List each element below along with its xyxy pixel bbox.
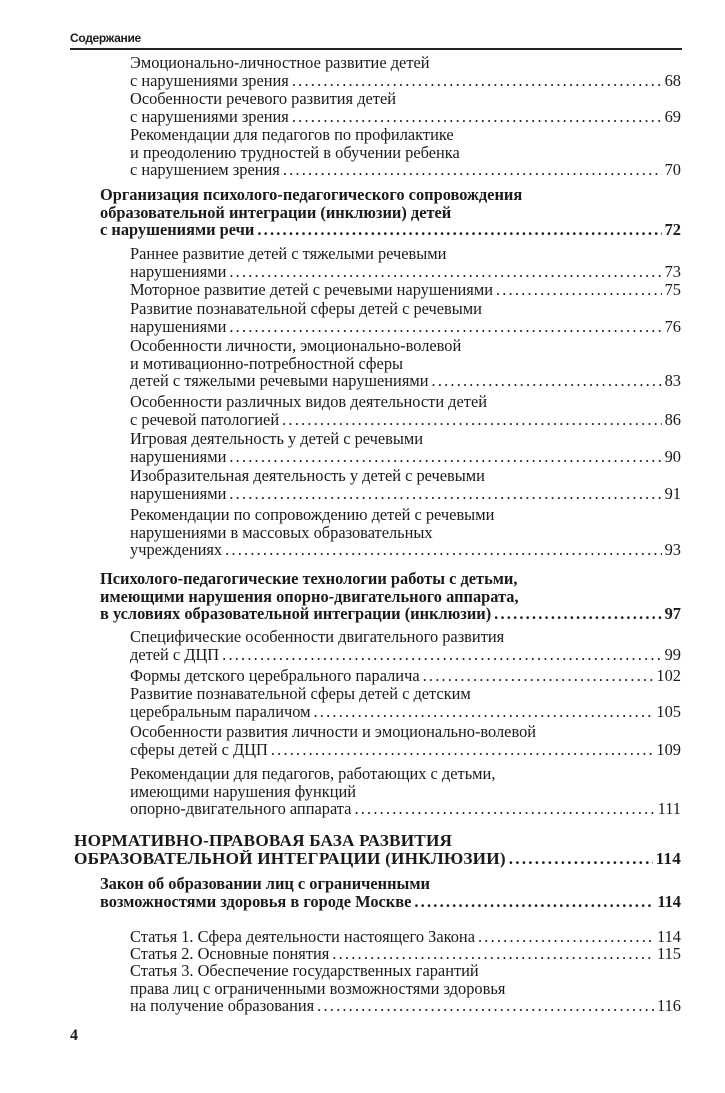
toc-entry-last-line: [130, 161, 681, 179]
toc-entry-last-line: [130, 945, 681, 963]
toc-entry-page: 76: [664, 317, 681, 336]
toc-entry-text: Специфические особенности двигательного развития: [130, 628, 505, 646]
leader-dots: [292, 72, 662, 90]
toc-entry-last-line: [130, 646, 681, 664]
leader-dots: [354, 800, 654, 818]
toc-entry-page: 73: [664, 262, 681, 281]
page-number: 4: [70, 1027, 78, 1044]
toc-entry-page: 86: [664, 410, 681, 429]
toc-entry-text: Статья 2. Основные понятия: [130, 945, 330, 963]
toc-entry-last-line: [130, 372, 681, 390]
toc-entry-last-line: [130, 485, 681, 503]
toc-entry-text: возможностями здоровья в городе Москве: [100, 892, 412, 911]
toc-entry-page: 109: [656, 740, 681, 759]
toc-entry-page: 90: [664, 447, 681, 466]
toc-entry-text: Особенности различных видов деятельности детей: [130, 393, 488, 411]
toc-entry-last-line: [130, 448, 681, 466]
toc-entry-page: 75: [664, 281, 681, 299]
leader-dots: [283, 161, 662, 179]
toc-entry-text: Раннее развитие детей с тяжелыми речевыми: [130, 245, 447, 263]
toc-entry-page: 72: [664, 221, 681, 240]
toc-entry-text: Развитие познавательной сферы детей с детским: [130, 685, 471, 703]
leader-dots: [494, 605, 661, 623]
toc-entry-text: нарушениями в массовых образовательных: [130, 523, 433, 542]
leader-dots: [423, 667, 654, 685]
toc-entry-page: 114: [657, 892, 681, 911]
toc-entry-text: права лиц с ограниченными возможностями здоровья: [130, 979, 506, 998]
toc-entry-text: Игровая деятельность у детей с речевыми: [130, 430, 424, 448]
leader-dots: [414, 893, 654, 911]
toc-entry-text: Организация психолого-педагогического сопровождения: [100, 186, 523, 204]
toc-entry-text: имеющими нарушения опорно-двигательного аппарата,: [100, 587, 519, 606]
leader-dots: [229, 318, 661, 336]
toc-entry-text: с нарушением зрения: [130, 161, 280, 180]
toc-entry-text: Закон об образовании лиц с ограниченными: [100, 875, 430, 893]
toc-entry-text: Развитие познавательной сферы детей с речевыми: [130, 300, 482, 318]
toc-entry-page: 97: [664, 605, 681, 624]
toc-entry-text: церебральным параличом: [130, 702, 311, 721]
toc-entry-text: Психолого-педагогические технологии работы с детьми,: [100, 570, 518, 588]
running-header-title: Содержание: [70, 31, 141, 45]
toc-entry-last-line: [130, 667, 681, 685]
toc-entry-text: имеющими нарушения функций: [130, 782, 357, 801]
running-header: [70, 28, 682, 50]
toc-entry-page: 116: [657, 997, 681, 1016]
leader-dots: [509, 850, 653, 868]
toc-entry-text: детей с тяжелыми речевыми нарушениями: [130, 372, 429, 391]
toc-entry-text: сферы детей с ДЦП: [130, 740, 268, 759]
leader-dots: [432, 372, 662, 390]
leader-dots: [332, 945, 654, 963]
toc-entry-page: 83: [664, 372, 681, 391]
leader-dots: [229, 263, 661, 281]
toc-entry-page: 114: [655, 849, 681, 868]
toc-entry-last-line: [130, 281, 681, 299]
toc-entry-page: 114: [657, 928, 681, 946]
toc-entry-text: и преодолению трудностей в обучении ребенка: [130, 143, 460, 162]
toc-entry-text: Особенности личности, эмоционально-волевой: [130, 337, 462, 355]
toc-entry-last-line: [130, 411, 681, 429]
toc-entry-page: 93: [664, 541, 681, 560]
toc-entry-text: детей с ДЦП: [130, 645, 220, 664]
toc-entry-text: на получение образования: [130, 997, 315, 1016]
leader-dots: [317, 997, 654, 1015]
leader-dots: [271, 741, 654, 759]
toc-entry-text: Рекомендации для педагогов, работающих с детьми,: [130, 765, 496, 783]
toc-entry-last-line: [130, 541, 681, 559]
toc-entry-text: с речевой патологией: [130, 410, 280, 429]
toc-entry-text: с нарушениями зрения: [130, 71, 289, 90]
toc-entry-text: нарушениями: [130, 484, 227, 503]
leader-dots: [229, 448, 661, 466]
leader-dots: [292, 108, 662, 126]
toc-entry-text: Эмоционально-личностное развитие детей: [130, 54, 430, 72]
leader-dots: [225, 541, 661, 559]
toc-entry-text: Изобразительная деятельность у детей с речевыми: [130, 467, 485, 485]
toc-entry-text: Особенности развития личности и эмоционально-волевой: [130, 723, 537, 741]
toc-entry-text: с нарушениями зрения: [130, 107, 289, 126]
toc-entry-last-line: [130, 800, 681, 818]
toc-entry-page: 68: [664, 71, 681, 90]
leader-dots: [478, 928, 654, 946]
toc-entry-text: Статья 1. Сфера деятельности настоящего Закона: [130, 928, 475, 946]
toc-entry-text: образовательной интеграции (инклюзии) детей: [100, 203, 452, 222]
toc-entry-text: Статья 3. Обеспечение государственных гарантий: [130, 962, 479, 980]
toc-entry-text: учреждениях: [130, 541, 223, 560]
toc-entry-text: Моторное развитие детей с речевыми нарушениями: [130, 281, 493, 299]
toc-entry-page: 105: [656, 702, 681, 721]
toc-entry-last-line: [130, 741, 681, 759]
toc-entry-last-line: [130, 318, 681, 336]
toc-entry-page: 102: [656, 667, 681, 685]
toc-entry-text: опорно-двигательного аппарата: [130, 800, 352, 819]
toc-entry-text: и мотивационно-потребностной сферы: [130, 354, 404, 373]
toc-entry-text: Формы детского церебрального паралича: [130, 667, 420, 685]
toc-entry-page: 91: [664, 484, 681, 503]
toc-entry-last-line: [100, 605, 681, 623]
toc-entry-text: Рекомендации для педагогов по профилактике: [130, 126, 454, 144]
toc-entry-text: нарушениями: [130, 447, 227, 466]
toc-entry-text: ОБРАЗОВАТЕЛЬНОЙ ИНТЕГРАЦИИ (ИНКЛЮЗИИ): [74, 849, 506, 868]
toc-entry-page: 111: [657, 800, 681, 819]
toc-entry-last-line: [130, 928, 681, 946]
toc-entry-page: 70: [664, 161, 681, 180]
toc-entry-last-line: [130, 263, 681, 281]
toc-entry-text: нарушениями: [130, 262, 227, 281]
toc-entry-last-line: [130, 108, 681, 126]
toc-entry-last-line: [100, 893, 681, 911]
toc-entry-text: в условиях образовательной интеграции (инклюзии): [100, 605, 492, 624]
leader-dots: [257, 221, 661, 239]
toc-entry-last-line: [100, 221, 681, 239]
toc-entry-page: 69: [664, 107, 681, 126]
toc-entry-last-line: [130, 72, 681, 90]
toc-entry-text: с нарушениями речи: [100, 221, 255, 240]
toc-entry-text: Особенности речевого развития детей: [130, 90, 397, 108]
toc-entry-page: 115: [657, 945, 681, 963]
leader-dots: [282, 411, 662, 429]
leader-dots: [229, 485, 661, 503]
toc-entry-text: НОРМАТИВНО-ПРАВОВАЯ БАЗА РАЗВИТИЯ: [74, 832, 453, 850]
toc-entry-last-line: [130, 703, 681, 721]
leader-dots: [222, 646, 661, 664]
toc-entry-last-line: [74, 850, 681, 868]
toc-entry-last-line: [130, 997, 681, 1015]
toc-entry-page: 99: [664, 645, 681, 664]
toc-entry-text: Рекомендации по сопровождению детей с речевыми: [130, 506, 495, 524]
toc-entry-text: нарушениями: [130, 317, 227, 336]
leader-dots: [314, 703, 654, 721]
leader-dots: [496, 281, 662, 299]
